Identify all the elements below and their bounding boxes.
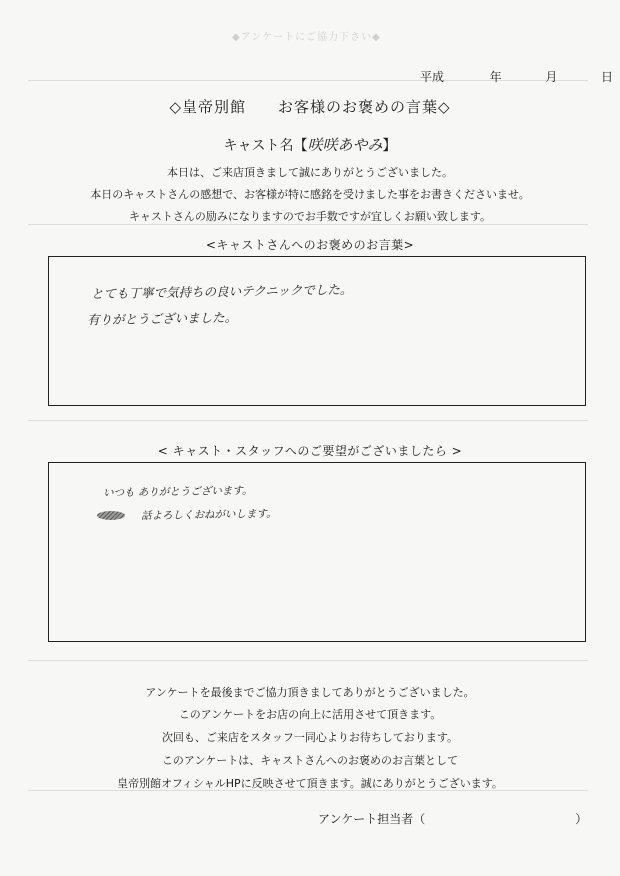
date-day-unit: 日 (601, 70, 614, 84)
staff-close: ） (575, 812, 588, 826)
cast-name-close: 】 (382, 138, 397, 154)
date-line (420, 68, 613, 85)
praise-handwritten-line: とても丁寧で気持ちの良いテクニックでした。 (90, 281, 353, 302)
closing-line: 皇帝別館オフィシャルHPに反映させて頂きます。誠にありがとうございます。 (117, 777, 503, 790)
staff-line (318, 810, 587, 827)
bleed-through-text: ◆アンケートにご協力下さい◆ (232, 32, 381, 43)
staff-label: アンケート担当者（ (318, 812, 426, 826)
request-handwritten-line: 話よろしくおねがいします。 (140, 507, 277, 523)
intro-line: キャストさんの励みになりますのでお手数ですが宜しくお願い致します。 (128, 210, 492, 223)
praise-heading: <キャストさんへのお褒めのお言葉> (205, 238, 415, 252)
date-month-unit: 月 (545, 70, 558, 84)
bleed-through-rule (28, 224, 588, 225)
request-heading: < キャスト・スタッフへのご要望がございましたら > (157, 444, 463, 458)
cast-name-value: 咲咲あやみ (307, 136, 383, 154)
date-era: 平成 (420, 70, 445, 84)
praise-handwritten-line: 有りがとうございました。 (86, 309, 238, 328)
intro-line: 本日のキャストさんの感想で、お客様が特に感銘を受けました事をお書きくださいませ。 (90, 188, 530, 201)
closing-line: アンケートを最後までご協力頂きましてありがとうございました。 (145, 686, 475, 699)
request-box[interactable] (48, 462, 586, 642)
closing-line: このアンケートをお店の向上に活用させて頂きます。 (178, 708, 442, 721)
date-year-unit: 年 (489, 70, 502, 84)
bleed-through-rule (28, 420, 588, 421)
closing-line: 次回も、ご来店をスタッフ一同心よりお待ちしております。 (161, 731, 459, 744)
request-handwritten-line: いつも ありがとうございます。 (102, 484, 253, 500)
bleed-through-rule (28, 660, 588, 661)
intro-line: 本日は、ご来店頂きまして誠にありがとうございました。 (167, 166, 453, 179)
cast-name-label: キャスト名【 (223, 138, 308, 154)
page-title: ◇皇帝別館 お客様のお褒めの言葉◇ (169, 98, 451, 116)
praise-box[interactable] (48, 256, 586, 406)
scribbled-out-mark (97, 511, 125, 520)
closing-line: このアンケートは、キャストさんへのお褒めのお言葉として (161, 754, 459, 767)
cast-name-line (0, 134, 620, 155)
